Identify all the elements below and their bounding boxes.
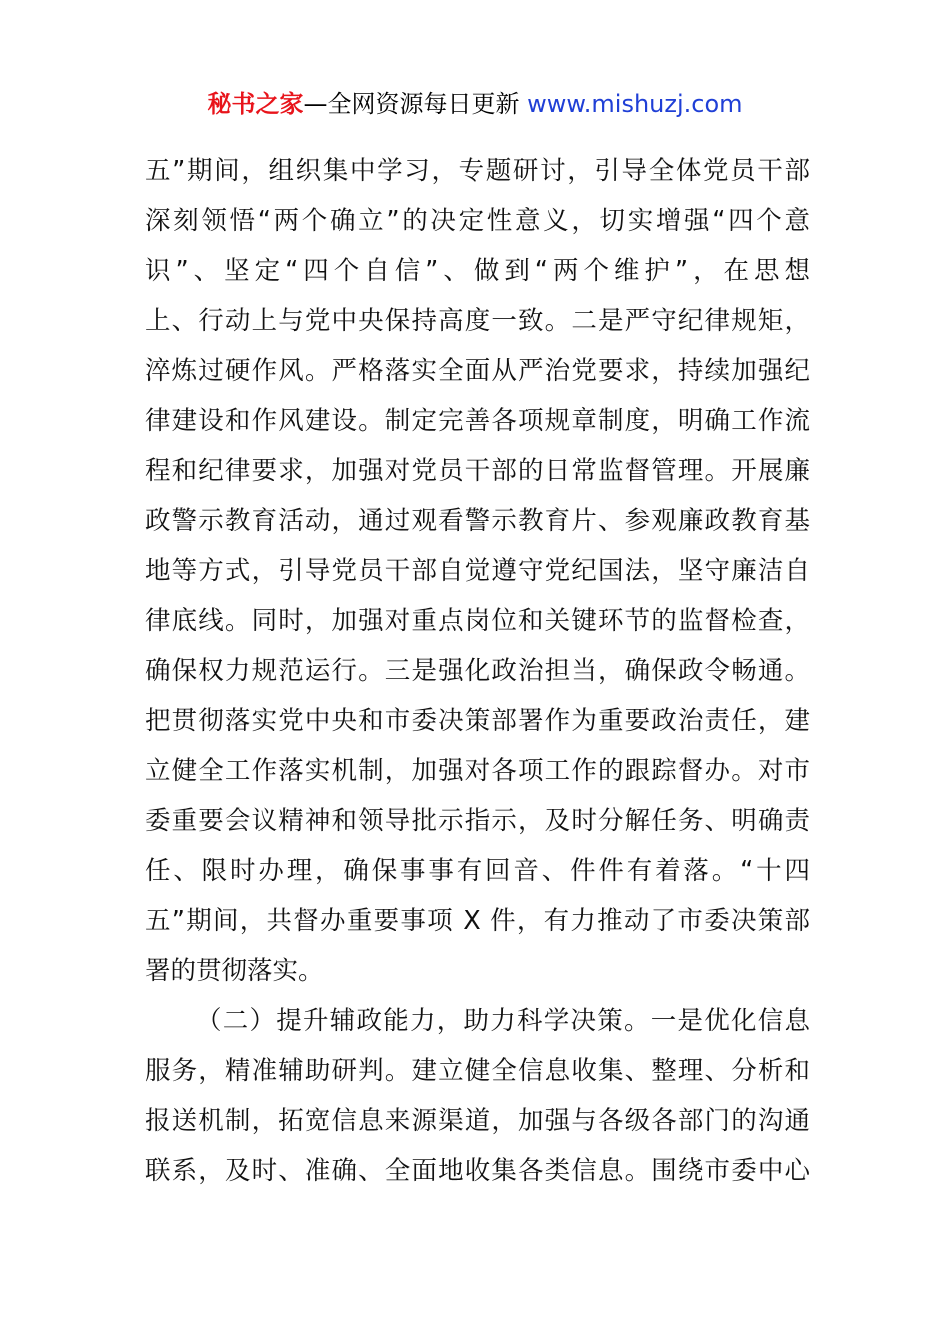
text-line: 委重要会议精神和领导批示指示，及时分解任务、明确责 [145, 806, 810, 836]
text-line: 五”期间，组织集中学习，专题研讨，引导全体党员干部 [145, 156, 810, 186]
text-line: 识”、坚定“四个自信”、做到“两个维护”，在思想 [145, 256, 810, 286]
text-line: 深刻领悟“两个确立”的决定性意义，切实增强“四个意 [145, 206, 810, 236]
text-line: 五”期间，共督办重要事项 X 件，有力推动了市委决策部 [145, 906, 810, 936]
text-line: 上、行动上与党中央保持高度一致。二是严守纪律规矩， [145, 306, 810, 336]
text-line: 署的贯彻落实。 [145, 956, 324, 986]
text-line: 服务，精准辅助研判。建立健全信息收集、整理、分析和 [145, 1056, 810, 1086]
text-line: 联系，及时、准确、全面地收集各类信息。围绕市委中心 [145, 1156, 810, 1186]
site-url-link[interactable]: www.mishuzj.com [527, 90, 743, 118]
text-line: 淬炼过硬作风。严格落实全面从严治党要求，持续加强纪 [145, 356, 810, 386]
text-line: 律底线。同时，加强对重点岗位和关键环节的监督检查， [145, 606, 810, 636]
site-brand: 秘书之家 [207, 90, 304, 118]
text-line: 程和纪律要求，加强对党员干部的日常监督管理。开展廉 [145, 456, 810, 486]
text-line: 报送机制，拓宽信息来源渠道，加强与各级各部门的沟通 [145, 1106, 810, 1136]
site-header [0, 86, 950, 122]
text-line: 政警示教育活动，通过观看警示教育片、参观廉政教育基 [145, 506, 810, 536]
text-line: 律建设和作风建设。制定完善各项规章制度，明确工作流 [145, 406, 810, 436]
document-body [145, 146, 810, 1196]
section-heading-line: （二）提升辅政能力，助力科学决策。一是优化信息 [196, 1006, 810, 1036]
text-line: 地等方式，引导党员干部自觉遵守党纪国法，坚守廉洁自 [145, 556, 810, 586]
text-line: 把贯彻落实党中央和市委决策部署作为重要政治责任，建 [145, 706, 810, 736]
site-slogan: —全网资源每日更新 [303, 90, 528, 118]
text-line: 立健全工作落实机制，加强对各项工作的跟踪督办。对市 [145, 756, 810, 786]
text-line: 确保权力规范运行。三是强化政治担当，确保政令畅通。 [145, 656, 810, 686]
text-line: 任、限时办理，确保事事有回音、件件有着落。“十四 [145, 856, 810, 886]
